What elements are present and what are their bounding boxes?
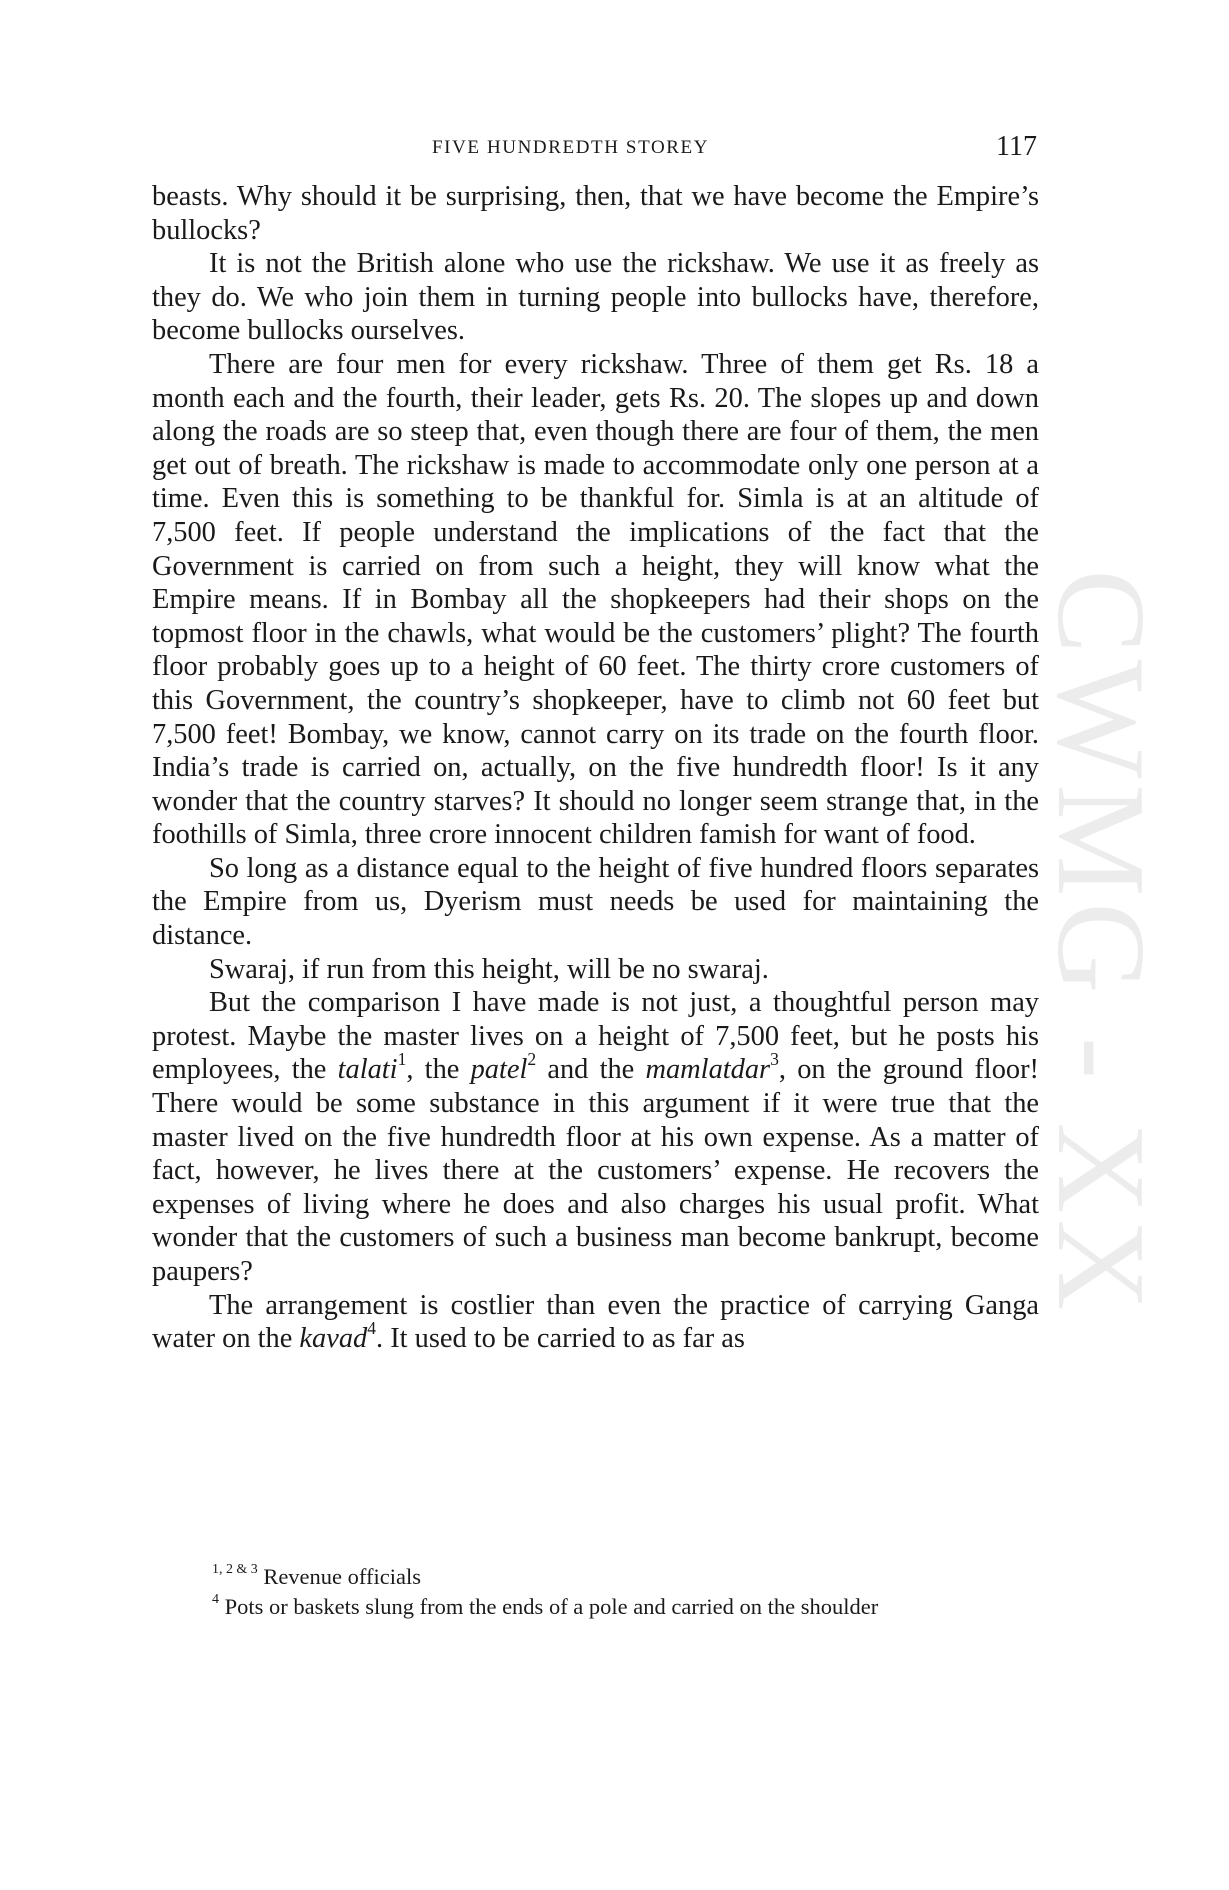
page-number: 117 bbox=[996, 131, 1037, 162]
paragraph-5: Swaraj, if run from this height, will be no swaraj. bbox=[209, 953, 769, 985]
term-kavad: kavad bbox=[299, 1323, 368, 1355]
term-mamlatdar: mamlatdar bbox=[645, 1054, 771, 1086]
footnotes bbox=[212, 1562, 1046, 1622]
watermark-text: CWMG - XX bbox=[1031, 569, 1170, 1317]
watermark bbox=[1031, 533, 1170, 1353]
paragraph-7-text-b: . It used to be carried to as far as bbox=[376, 1323, 745, 1355]
footnote-marks-1-3: 1, 2 & 3 bbox=[212, 1562, 258, 1578]
paragraph-6 bbox=[152, 986, 1039, 1288]
paragraph-6-text-d: , on the ground floor! There would be some substance in this argument if it were true that the master lived on the five hundredth floor at his own expense. As a matter of fact, however, he lives there at the customers’ expense. He recovers the expenses of living where he does and also charges his usual profit. What wonder that the customers of such a business man become bankrupt, become paupers? bbox=[152, 1054, 1039, 1287]
footnote-ref-1: 1 bbox=[397, 1049, 407, 1070]
running-head: FIVE HUNDREDTH STOREY bbox=[432, 137, 710, 158]
footnote-1-3 bbox=[212, 1562, 1046, 1592]
footnote-ref-4: 4 bbox=[367, 1318, 377, 1339]
paragraph-6-text-c: and the bbox=[536, 1054, 646, 1086]
paragraph-4: So long as a distance equal to the height of five hundred floors separates the Empire from us, Dyerism must needs be used for maintaining the distance. bbox=[152, 852, 1039, 952]
term-talati: talati bbox=[337, 1054, 398, 1086]
body-text bbox=[152, 180, 1039, 1356]
footnote-text-4: Pots or baskets slung from the ends of a pole and carried on the shoulder bbox=[218, 1594, 879, 1619]
term-patel: patel bbox=[470, 1054, 528, 1086]
paragraph-2: It is not the British alone who use the rickshaw. We use it as freely as they do. We who join them in turning people into bullocks have, therefore, become bullocks ourselves. bbox=[152, 248, 1039, 347]
footnote-text-1-3: Revenue officials bbox=[257, 1564, 421, 1589]
paragraph-7 bbox=[152, 1289, 1039, 1356]
paragraph-3: There are four men for every rickshaw. Three of them get Rs. 18 a month each and the fourth, their leader, gets Rs. 20. The slopes up and down along the roads are so steep that, even though there are four of them, the men get out of breath. The rickshaw is made to accommodate only one person at a time. Even this is something to be thankful for. Simla is at an altitude of 7,500 feet. If people understand the implications of the fact that the Government is carried on from such a height, they will know what the Empire means. If in Bombay all the shopkeepers had their shops on the topmost floor in the chawls, what would be the customers’ plight? The fourth floor probably goes up to a height of 60 feet. The thirty crore customers of this Government, the country’s shopkeeper, have to climb not 60 feet but 7,500 feet! Bombay, we know, cannot carry on its trade on the fourth floor. India’s trade is carried on, actually, on the five hundredth floor! Is it any wonder that the country starves? It should no longer seem strange that, in the foothills of Simla, three crore innocent children famish for want of food. bbox=[152, 348, 1039, 851]
paragraph-7-text-a: The arrangement is costlier than even the practice of carrying Ganga water on the bbox=[152, 1289, 1039, 1355]
paragraph-6-text-b: , the bbox=[406, 1054, 471, 1086]
footnote-4 bbox=[212, 1592, 1046, 1622]
footnote-ref-2: 2 bbox=[527, 1049, 537, 1070]
footnote-mark-4: 4 bbox=[212, 1592, 219, 1608]
footnote-ref-3: 3 bbox=[770, 1049, 779, 1070]
paragraph-6-text-a: But the comparison I have made is not just, a thoughtful person may protest. Maybe the master lives on a height of 7,500 feet, but he posts his employees, the bbox=[152, 987, 1039, 1086]
paragraph-1: beasts. Why should it be surprising, then, that we have become the Empire’s bullocks? bbox=[152, 181, 1039, 246]
page-header bbox=[152, 131, 1039, 167]
